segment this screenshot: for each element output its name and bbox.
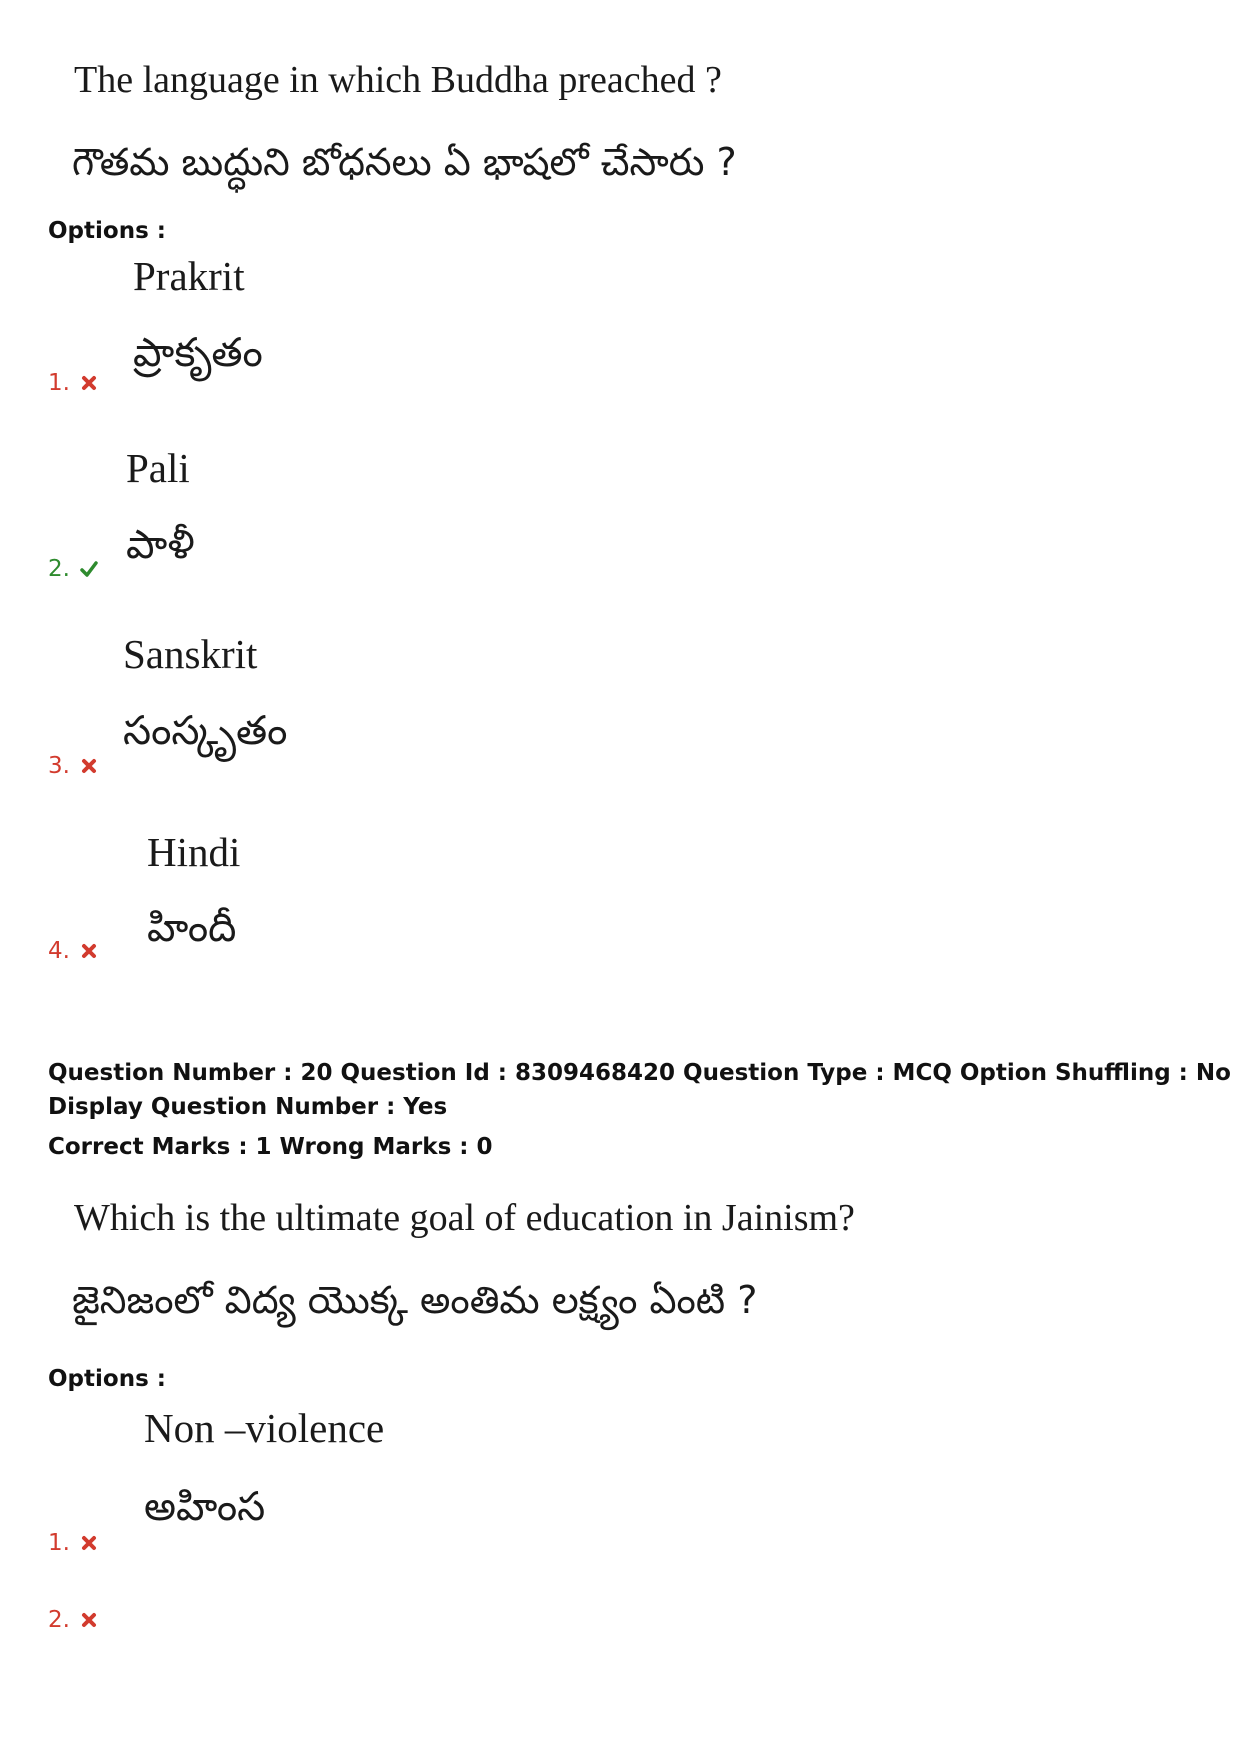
option-text-english: Hindi	[147, 829, 241, 875]
option-marker	[48, 938, 98, 964]
options-label: Options :	[48, 1366, 166, 1392]
options-label: Options :	[48, 218, 166, 244]
option-number: 4.	[48, 938, 70, 964]
question-text-telugu: గౌతమ బుద్ధుని బోధనలు ఏ భాషలో చేసారు ?	[72, 140, 737, 184]
question-text-english: Which is the ultimate goal of education in Jainism?	[74, 1197, 855, 1239]
cross-icon	[80, 1611, 98, 1629]
option-number: 3.	[48, 753, 70, 779]
option-text-telugu: హిందీ	[147, 905, 237, 951]
cross-icon	[80, 374, 98, 392]
question-meta-line: Question Number : 20 Question Id : 8309468420 Question Type : MCQ Option Shuffling : No	[48, 1060, 1231, 1086]
question-text-english: The language in which Buddha preached ?	[74, 59, 722, 101]
question-text-telugu: జైనిజంలో విద్య యొక్క అంతిమ లక్ష్యం ఏంటి ?	[72, 1278, 758, 1322]
option-marker	[48, 1530, 98, 1556]
cross-icon	[80, 942, 98, 960]
option-marker	[48, 1607, 98, 1633]
option-number: 1.	[48, 1530, 70, 1556]
option-text-english: Pali	[126, 445, 190, 491]
option-text-telugu: అహింస	[144, 1484, 266, 1530]
check-icon	[80, 560, 98, 578]
option-marker	[48, 556, 98, 582]
option-text-telugu: సంస్కృతం	[123, 708, 288, 754]
option-text-english: Prakrit	[133, 253, 245, 299]
option-text-english: Sanskrit	[123, 631, 258, 677]
option-text-english: Non –violence	[144, 1405, 385, 1451]
option-text-telugu: పాళీ	[126, 522, 195, 568]
question-meta-line: Display Question Number : Yes	[48, 1094, 448, 1120]
cross-icon	[80, 1534, 98, 1552]
option-number: 1.	[48, 370, 70, 396]
option-number: 2.	[48, 556, 70, 582]
option-text-telugu: ప్రాకృతం	[133, 330, 263, 376]
marks-line: Correct Marks : 1 Wrong Marks : 0	[48, 1134, 493, 1160]
cross-icon	[80, 757, 98, 775]
option-marker	[48, 370, 98, 396]
option-marker	[48, 753, 98, 779]
option-number: 2.	[48, 1607, 70, 1633]
